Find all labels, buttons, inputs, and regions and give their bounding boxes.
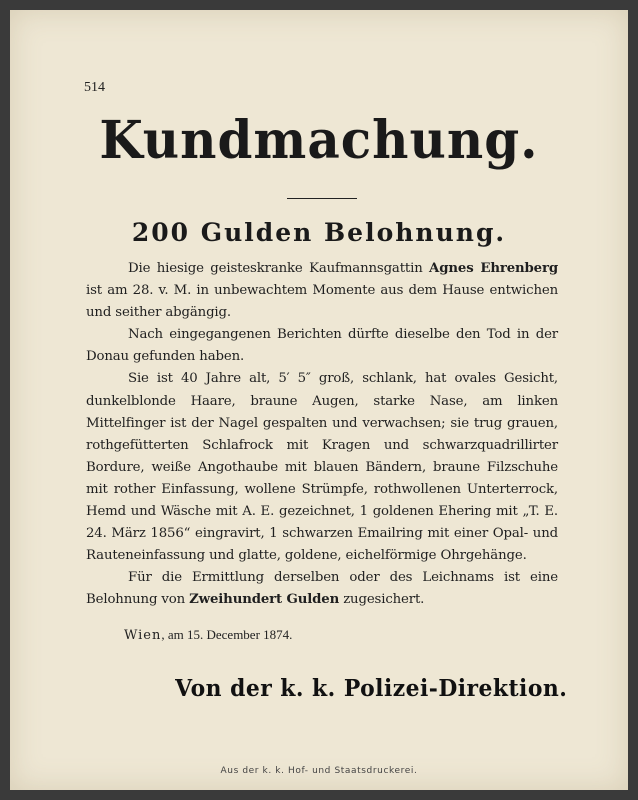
reward-heading: 200 Gulden Belohnung.	[131, 218, 507, 247]
p1-text-end: ist am 28. v. M. in unbewachtem Momente aus dem Hause entwichen und seither abgängig.	[86, 283, 558, 321]
paragraph-description: Sie ist 40 Jahre alt, 5′ 5″ groß, schlank, hat ovales Gesicht, dunkelblonde Haare, braune Augen, starke Nase, am linken Mittelfinger ist der Nagel gespalten und verwachsen; sie trug grauen, rothgefütterten Schlafrock mit Kragen und schwarzquadrillirter Bordure, weiße Angothaube mit blauen Bändern, braune Filzschuhe mit rother Einfassung, wollene Strümpfe, rothwollenen Unterterrock, Hemd und Wäsche mit A. E. gezeichnet, 1 goldenen Ehering mit „T. E. 24. März 1856“ eingravirt, 1 schwarzen Emailring mit einer Opal- und Rauteneinfassung und glatte, goldene, eichelförmige Ohrgehänge.	[86, 371, 558, 564]
p4-text: Für die Ermittlung derselben oder des Leichnams ist eine Belohnung von	[86, 570, 558, 608]
dateline	[124, 627, 292, 643]
date-text: , am 15. December 1874.	[161, 627, 293, 642]
paragraph-missing-person	[86, 258, 558, 324]
title-divider	[287, 198, 357, 199]
p1-text: Die hiesige geisteskranke Kaufmannsgattin	[128, 261, 430, 276]
p4-text-end: zugesichert.	[339, 592, 425, 608]
poster-sheet	[10, 10, 628, 790]
paragraph-reports: Nach eingegangenen Berichten dürfte dieselbe den Tod in der Donau gefunden haben.	[86, 327, 558, 365]
poster-title: Kundmachung.	[99, 108, 539, 171]
missing-person-name: Agnes Ehrenberg	[429, 261, 558, 276]
reward-amount: Zweihundert Gulden	[189, 592, 340, 608]
issuing-authority: Von der k. k. Polizei-Direktion.	[175, 675, 568, 702]
page-number: 514	[84, 80, 105, 95]
printer-imprint: Aus der k. k. Hof- und Staatsdruckerei.	[220, 766, 418, 776]
notice-body	[86, 258, 558, 612]
paragraph-reward	[86, 567, 558, 611]
date-place: Wien	[124, 628, 162, 643]
